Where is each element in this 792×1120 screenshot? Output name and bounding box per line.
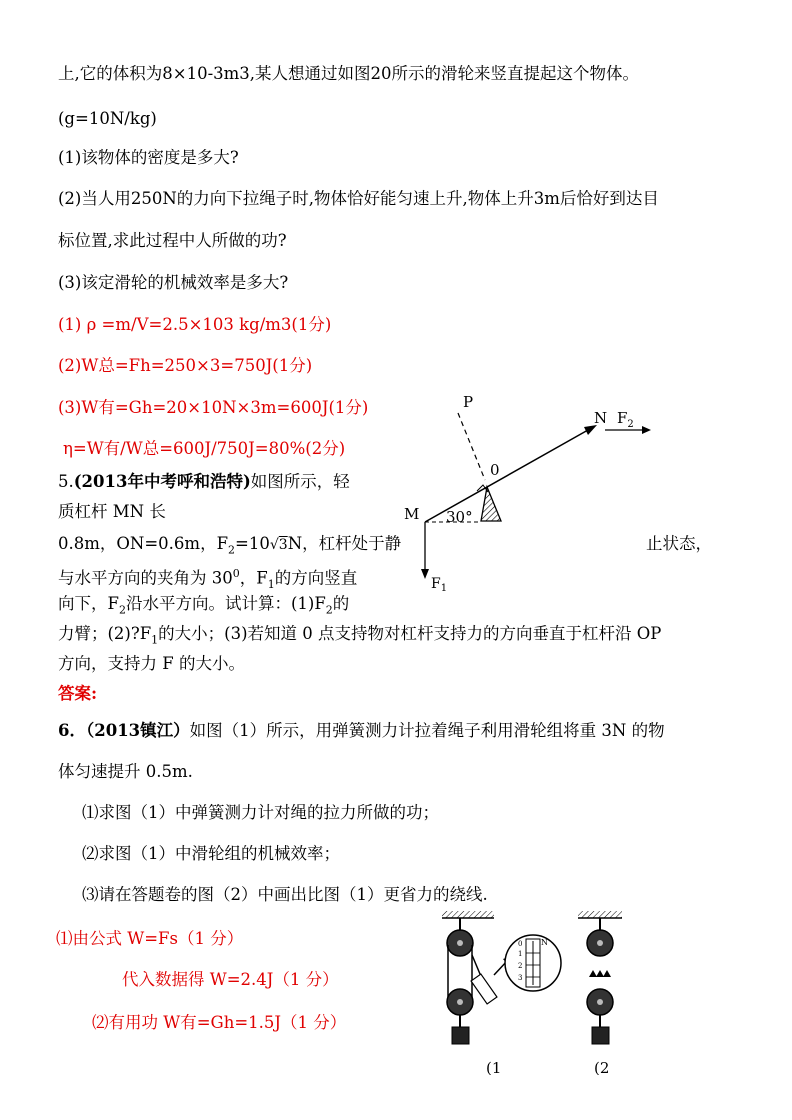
- question-5-line-3-end: 止状态，: [646, 534, 712, 553]
- weight-1: [452, 1027, 469, 1044]
- text-line-1: 上,它的体积为8×10-3m3,某人想通过如图20所示的滑轮来竖直提起这个物体。: [58, 64, 640, 83]
- question-6-line-1: [58, 720, 665, 742]
- label-o: 0: [490, 461, 500, 479]
- text-line-5: 标位置,求此过程中人所做的功?: [58, 231, 287, 250]
- sqrt-symbol: √3: [269, 537, 288, 553]
- q5-text: 0.8m，ON=0.6m，F: [58, 534, 229, 553]
- q5-text: =10: [235, 534, 270, 553]
- q5-text: 沿水平方向。试计算：(1)F: [125, 594, 326, 613]
- ceiling-2: [578, 911, 622, 918]
- text-line-2: (g=10N/kg): [58, 109, 157, 128]
- q5-text: N，杠杆处于静: [287, 534, 402, 553]
- question-6-header: 6．（2013镇江）: [58, 721, 190, 740]
- scale-label: 3: [518, 974, 523, 982]
- scale-label: 2: [518, 962, 523, 970]
- solution-line-1: ⑴由公式 W=Fs（1 分）: [56, 929, 244, 948]
- weight-2: [592, 1027, 609, 1044]
- question-5-line-4: [58, 563, 357, 596]
- label-m: M: [404, 505, 420, 523]
- ceiling-1: [442, 911, 494, 918]
- question-number: 5.: [58, 472, 74, 491]
- solution-line-3: ⑵有用功 W有=Gh=1.5J（1 分）: [92, 1013, 347, 1032]
- question-5-line-7: 方向，支持力 F 的大小。: [58, 654, 245, 673]
- subscript: 1: [267, 577, 275, 591]
- fixed-pulley-1-axle: [457, 940, 463, 946]
- movable-pulley-1-axle: [457, 999, 463, 1005]
- q5-text: 力臂；(2)?F: [58, 624, 152, 643]
- question-6-part-1: ⑴求图（1）中弹簧测力计对绳的拉力所做的功；: [82, 803, 439, 822]
- label-p: P: [463, 393, 474, 411]
- answer-label: 答案:: [58, 684, 98, 703]
- label-f2: $F_2$: [617, 409, 634, 430]
- superscript: 0: [232, 567, 240, 580]
- question-5-line-3: [58, 533, 401, 561]
- subscript: 2: [118, 603, 126, 617]
- f2-arrow-tip: [642, 426, 651, 434]
- label-angle: 30°: [446, 508, 473, 526]
- f1-arrow-tip: [421, 569, 429, 579]
- caption-2: (2: [594, 1059, 610, 1075]
- scale-label: 0: [518, 940, 523, 948]
- text-line-6: (3)该定滑轮的机械效率是多大?: [58, 273, 289, 292]
- spring-scale: [471, 974, 497, 1004]
- answer-line-3: (3)W有=Gh=20×10N×3m=600J(1分): [58, 398, 369, 417]
- question-source: (2013年中考呼和浩特): [73, 472, 251, 491]
- question-6-line-2: 体匀速提升 0.5m.: [58, 762, 193, 781]
- fixed-pulley-2-axle: [597, 940, 603, 946]
- q5-text: ，F: [239, 568, 268, 588]
- question-5-line-6: [58, 623, 661, 651]
- scale-unit: N: [541, 938, 548, 947]
- q5-text: 的: [332, 594, 350, 613]
- triangle-mark: [603, 970, 611, 977]
- op-dashed-line: [458, 413, 485, 480]
- movable-pulley-2-axle: [597, 999, 603, 1005]
- triangle-mark: [589, 970, 597, 977]
- question-6-part-2: ⑵求图（1）中滑轮组的机械效率；: [82, 844, 340, 863]
- label-f1: $F_1$: [431, 576, 448, 594]
- text-line-3: (1)该物体的密度是多大?: [58, 148, 239, 167]
- answer-line-4: η=W有/W总=600J/750J=80%(2分): [63, 439, 346, 458]
- answer-line-1: (1) ρ =m/V=2.5×103 kg/m3(1分): [58, 315, 332, 334]
- triangle-mark: [596, 970, 604, 977]
- solution-line-2: 代入数据得 W=2.4J（1 分）: [122, 970, 339, 989]
- lever-figure: [395, 385, 655, 595]
- q5-text: 的方向竖直: [274, 568, 358, 588]
- pulley-figure: [430, 905, 640, 1075]
- sqrt-radicand: 3: [278, 537, 288, 553]
- fulcrum-support: [481, 487, 501, 521]
- text-line-4: (2)当人用250N的力向下拉绳子时,物体恰好能匀速上升,物体上升3m后恰好到达目: [58, 189, 659, 208]
- subscript: 2: [228, 543, 236, 557]
- caption-1: (1: [486, 1059, 502, 1075]
- q5-text: 与水平方向的夹角为 30: [58, 568, 233, 588]
- subscript: 2: [325, 603, 333, 617]
- question-5-line-5: [58, 593, 349, 621]
- q5-text: 向下，F: [58, 594, 119, 613]
- question-text: 如图所示，轻: [250, 472, 350, 491]
- subscript: 1: [151, 633, 159, 647]
- scale-label: 1: [518, 950, 523, 958]
- label-n: N: [594, 409, 608, 427]
- question-5-line-2: 质杠杆 MN 长: [58, 502, 166, 521]
- question-5-line-1: [58, 471, 350, 493]
- question-6-part-3: ⑶请在答题卷的图（2）中画出比图（1）更省力的绕线.: [82, 885, 488, 904]
- answer-line-2: (2)W总=Fh=250×3=750J(1分): [58, 356, 313, 375]
- q5-text: 的大小；(3)若知道 0 点支持物对杠杆支持力的方向垂直于杠杆沿 OP: [158, 624, 662, 643]
- question-6-text: 如图（1）所示，用弹簧测力计拉着绳子利用滑轮组将重 3N 的物: [189, 721, 665, 740]
